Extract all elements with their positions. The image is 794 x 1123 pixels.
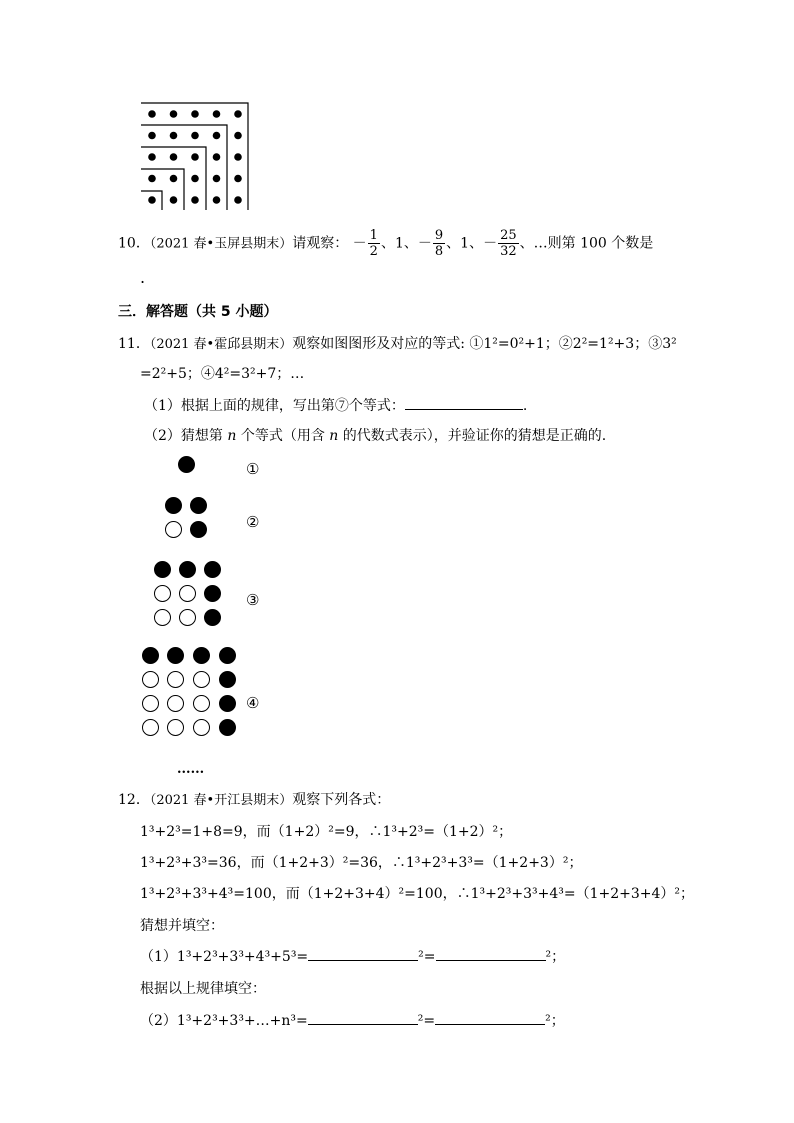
- q12-part2-label: （2）1³+2³+3³+…+n³=: [140, 1013, 308, 1029]
- q10-term1-sign: －: [352, 235, 367, 252]
- q10-number: 10．: [118, 235, 150, 252]
- q10-fraction-1: [368, 228, 380, 259]
- q12-part1-blank-2[interactable]: [436, 946, 546, 961]
- q12-part2-blank-2[interactable]: [435, 1010, 545, 1025]
- q10-fraction-3-den: 32: [500, 244, 517, 259]
- circle-filled: [154, 561, 171, 578]
- q12-part2-square: ²: [417, 1013, 424, 1029]
- q12-intro: 观察下列各式：: [292, 792, 391, 808]
- grid-dot: [148, 196, 156, 204]
- q10-fraction-3: [498, 228, 519, 259]
- q11-line2: =2²+5；④4²=3²+7；…: [140, 366, 305, 382]
- circle-filled: [167, 647, 184, 664]
- section-title: 三．解答题（共 5 小题）: [118, 304, 278, 320]
- q10-source: （2021 春•玉屏县期末）: [149, 236, 293, 252]
- circle-empty: [142, 671, 159, 688]
- q12-number: 12．: [118, 792, 150, 808]
- circle-filled: [142, 647, 159, 664]
- q10-sep1: 、1、: [380, 235, 418, 252]
- q12-part1-blank-1[interactable]: [308, 946, 418, 961]
- q10-tail: 、…则第 100 个数是: [519, 235, 654, 252]
- circle-empty: [193, 719, 210, 736]
- grid-dot: [234, 153, 242, 161]
- grid-dot: [148, 110, 156, 118]
- grid-dot: [170, 153, 178, 161]
- circle-filled: [204, 561, 221, 578]
- circle-empty: [167, 671, 184, 688]
- q10-fraction-3-num: 25: [500, 228, 517, 243]
- grid-dot: [148, 153, 156, 161]
- q10-period: .: [140, 268, 146, 287]
- circle-empty: [167, 695, 184, 712]
- q12-guess: 猜想并填空：: [140, 918, 224, 934]
- q11-part1: [144, 395, 527, 415]
- figure-label-2: ②: [246, 513, 260, 531]
- circle-empty: [193, 671, 210, 688]
- grid-dot: [170, 110, 178, 118]
- circle-empty: [165, 521, 182, 538]
- q12-part2-blank-1[interactable]: [308, 1010, 418, 1025]
- circle-filled: [219, 671, 236, 688]
- q12-part2-equals: =: [423, 1013, 436, 1029]
- grid-dot: [191, 110, 199, 118]
- q11-part2-a: （2）猜想第: [144, 428, 228, 444]
- q11-number: 11．: [118, 336, 150, 352]
- q10-fraction-1-num: 1: [369, 228, 378, 243]
- grid-dot: [170, 132, 178, 140]
- q10-sep2: 、1、: [446, 235, 484, 252]
- circle-empty: [142, 695, 159, 712]
- grid-dot: [213, 196, 221, 204]
- grid-dot: [213, 110, 221, 118]
- circle-filled: [219, 647, 236, 664]
- circle-filled: [165, 497, 182, 514]
- q12-eq1: 1³+2³=1+8=9，而（1+2）²=9，∴1³+2³=（1+2）²；: [140, 824, 513, 840]
- q12-eq2: 1³+2³+3³=36，而（1+2+3）²=36，∴1³+2³+3³=（1+2+3）²；: [140, 855, 583, 871]
- q10-prompt: 请观察：: [292, 235, 349, 252]
- circle-filled: [204, 585, 221, 602]
- circle-empty: [154, 609, 171, 626]
- grid-dot: [234, 110, 242, 118]
- grid-dot: [170, 196, 178, 204]
- figure-label-3: ③: [246, 591, 260, 609]
- circle-empty: [179, 609, 196, 626]
- circle-filled: [219, 719, 236, 736]
- q12-part2-square-2: ²: [545, 1013, 551, 1029]
- q11-part1-blank[interactable]: [405, 395, 523, 410]
- q12-part1: [140, 946, 565, 966]
- figure-ellipsis: ......: [177, 762, 205, 777]
- q10-fraction-1-den: 2: [369, 244, 378, 259]
- figure-label-1: ①: [246, 460, 260, 478]
- q12-part2: [140, 1010, 565, 1030]
- grid-dot: [213, 132, 221, 140]
- q12-part1-semicolon: ；: [551, 949, 566, 965]
- q11-part2-b: 个等式（用含: [236, 428, 330, 444]
- q11-part2-n2: n: [329, 428, 339, 444]
- q11-line1: [118, 333, 677, 353]
- q12-part1-square: ²: [418, 949, 424, 965]
- dot-pattern-figure: [138, 100, 253, 212]
- circle-filled: [190, 521, 207, 538]
- circle-filled: [178, 456, 195, 473]
- grid-dot: [213, 153, 221, 161]
- q12-line1: [118, 789, 390, 809]
- circle-filled: [219, 695, 236, 712]
- grid-dot: [191, 132, 199, 140]
- circle-empty: [193, 695, 210, 712]
- q11-part1-end: .: [522, 398, 528, 414]
- circle-filled: [179, 561, 196, 578]
- q12-eq3: 1³+2³+3³+4³=100，而（1+2+3+4）²=100，∴1³+2³+3³+4³=（1+2+3+4）²；: [140, 886, 695, 902]
- q10-line: [118, 228, 653, 259]
- circle-empty: [179, 585, 196, 602]
- circle-empty: [142, 719, 159, 736]
- q11-text-line1: 观察如图图形及对应的等式: ①1²=0²+1；②2²=1²+3；③3²: [292, 336, 677, 352]
- q11-part2-c: 的代数式表示），并验证你的猜想是正确的.: [338, 428, 607, 444]
- q12-source: （2021 春•开江县期末）: [149, 793, 293, 808]
- grid-dot: [191, 175, 199, 183]
- q10-fraction-2: [433, 228, 445, 259]
- q11-part1-text: （1）根据上面的规律，写出第⑦个等式：: [144, 398, 405, 414]
- q10-fraction-2-den: 8: [434, 244, 444, 259]
- q10-term3-sign: －: [417, 235, 432, 252]
- circle-filled: [204, 609, 221, 626]
- q11-source: （2021 春•霍邱县期末）: [149, 337, 293, 352]
- grid-dot: [213, 175, 221, 183]
- q11-part2-n1: n: [227, 428, 237, 444]
- figure-label-4: ④: [246, 694, 260, 712]
- grid-dot: [148, 175, 156, 183]
- grid-dot: [234, 196, 242, 204]
- q12-part1-square-2: ²: [545, 949, 552, 965]
- q10-fraction-2-num: 9: [434, 228, 444, 243]
- q11-part2: [144, 425, 606, 445]
- circle-empty: [167, 719, 184, 736]
- circle-empty: [154, 585, 171, 602]
- circle-filled: [190, 497, 207, 514]
- grid-dot: [234, 132, 242, 140]
- q10-term5-sign: －: [483, 235, 498, 252]
- q12-rule: 根据以上规律填空：: [140, 981, 266, 997]
- q12-part2-semicolon: ；: [550, 1013, 565, 1029]
- q12-part1-equals: =: [423, 949, 436, 965]
- grid-dot: [234, 175, 242, 183]
- q12-part1-label: （1）1³+2³+3³+4³+5³=: [140, 949, 309, 965]
- grid-dot: [148, 132, 156, 140]
- circle-filled: [193, 647, 210, 664]
- grid-dot: [170, 175, 178, 183]
- grid-dot: [191, 153, 199, 161]
- grid-dot: [191, 196, 199, 204]
